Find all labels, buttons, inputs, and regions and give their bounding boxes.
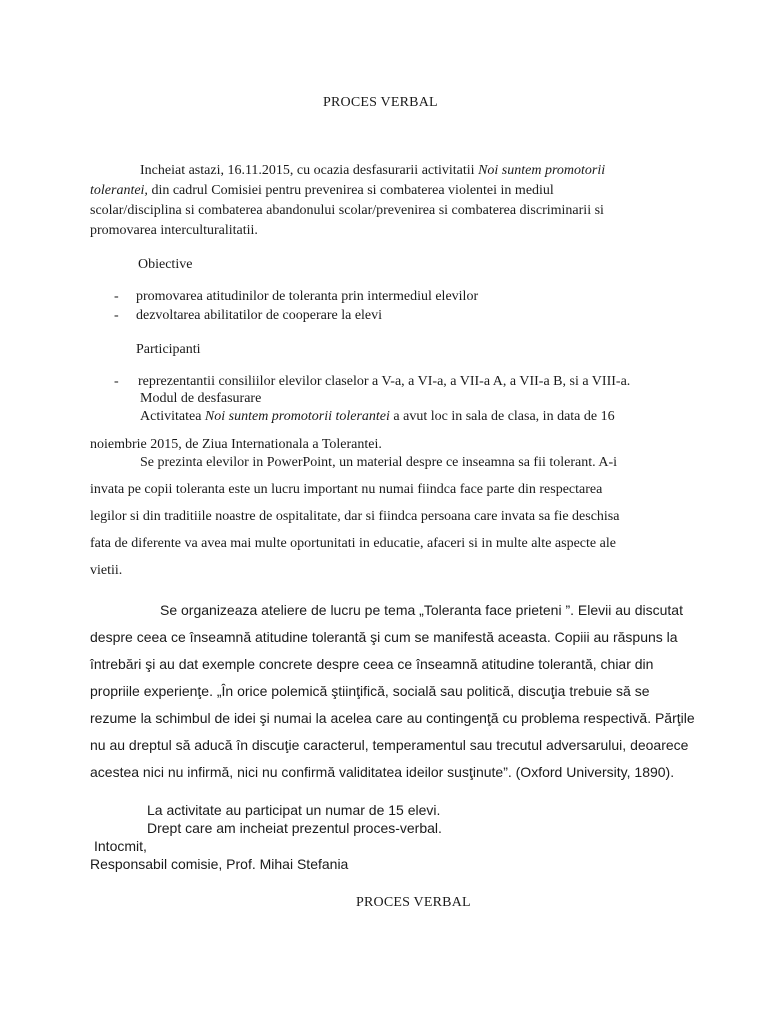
procedure-p2-line-5: vietii.: [90, 563, 123, 578]
objective-item-1: promovarea atitudinilor de toleranta prin intermediul elevilor: [136, 289, 479, 304]
bullet-dash: -: [114, 289, 119, 304]
closing-line-1: La activitate au participat un numar de 15 elevi.: [147, 802, 441, 818]
intro-line-3: scolar/disciplina si combaterea abandonului scolar/prevenirea si combaterea discriminarii si: [90, 203, 604, 218]
bullet-dash: -: [114, 308, 119, 323]
intro-line-1: Incheiat astazi, 16.11.2015, cu ocazia desfasurarii activitatii Noi suntem promotorii: [140, 163, 606, 178]
workshop-line-1: Se organizeaza ateliere de lucru pe tema „Toleranta face prieteni ”. Elevii au discutat: [160, 602, 683, 618]
objective-item-2: dezvoltarea abilitatilor de cooperare la elevi: [136, 308, 383, 323]
workshop-line-3: întrebări şi au dat exemple concrete despre ceea ce înseamnă atitudine tolerantă, chiar din: [90, 656, 654, 672]
bullet-dash: -: [114, 374, 119, 389]
intro-line-2: tolerantei, din cadrul Comisiei pentru prevenirea si combaterea violentei in mediul: [90, 183, 554, 198]
procedure-p2-line-3: legilor si din traditiile noastre de ospitalitate, dar si fiindca persoana care invata sa fie deschisa: [90, 509, 620, 524]
participants-heading: Participanti: [136, 342, 201, 357]
procedure-p2-line-2: invata pe copii toleranta este un lucru important nu numai fiindca face parte din respectarea: [90, 482, 603, 497]
participant-item-1: reprezentantii consiliilor elevilor claselor a V-a, a VI-a, a VII-a A, a VII-a B, si a VIII-a.: [138, 374, 631, 389]
workshop-line-7: acestea nici nu infirmă, nici nu confirmă validitatea ideilor susţinute”. (Oxford University, 1890).: [90, 764, 675, 780]
workshop-line-4: propriile experienţe. „În orice polemică ştiinţifică, socială sau politică, discuţia trebuie să se: [90, 683, 650, 699]
signature-label: Intocmit,: [94, 838, 147, 854]
workshop-line-5: rezume la schimbul de idei şi numai la acelea care au contingenţă cu problema respectivă. Părţile: [90, 710, 695, 726]
document-title: PROCES VERBAL: [323, 95, 438, 110]
objectives-heading: Obiective: [138, 257, 193, 272]
procedure-p2-line-4: fata de diferente va avea mai multe oportunitati in educatie, afaceri si in multe alte aspecte ale: [90, 536, 616, 551]
closing-line-2: Drept care am incheiat prezentul proces-verbal.: [147, 820, 442, 836]
procedure-line-1: Activitatea Noi suntem promotorii tolerantei a avut loc in sala de clasa, in data de 16: [140, 409, 615, 424]
intro-line-4: promovarea interculturalitatii.: [90, 223, 258, 238]
workshop-line-2: despre ceea ce înseamnă atitudine tolerantă şi cum se manifestă aceasta. Copiii au răspuns la: [90, 629, 678, 645]
procedure-heading: Modul de desfasurare: [140, 391, 262, 406]
footer-title: PROCES VERBAL: [356, 895, 471, 910]
signature-name: Responsabil comisie, Prof. Mihai Stefania: [90, 856, 349, 872]
workshop-line-6: nu au dreptul să aducă în discuţie caracterul, temperamentul sau trecutul adversarului, deoarece: [90, 737, 689, 753]
procedure-line-2: noiembrie 2015, de Ziua Internationala a Tolerantei.: [90, 437, 382, 452]
procedure-p2-line-1: Se prezinta elevilor in PowerPoint, un material despre ce inseamna sa fii tolerant. A-i: [140, 455, 618, 470]
